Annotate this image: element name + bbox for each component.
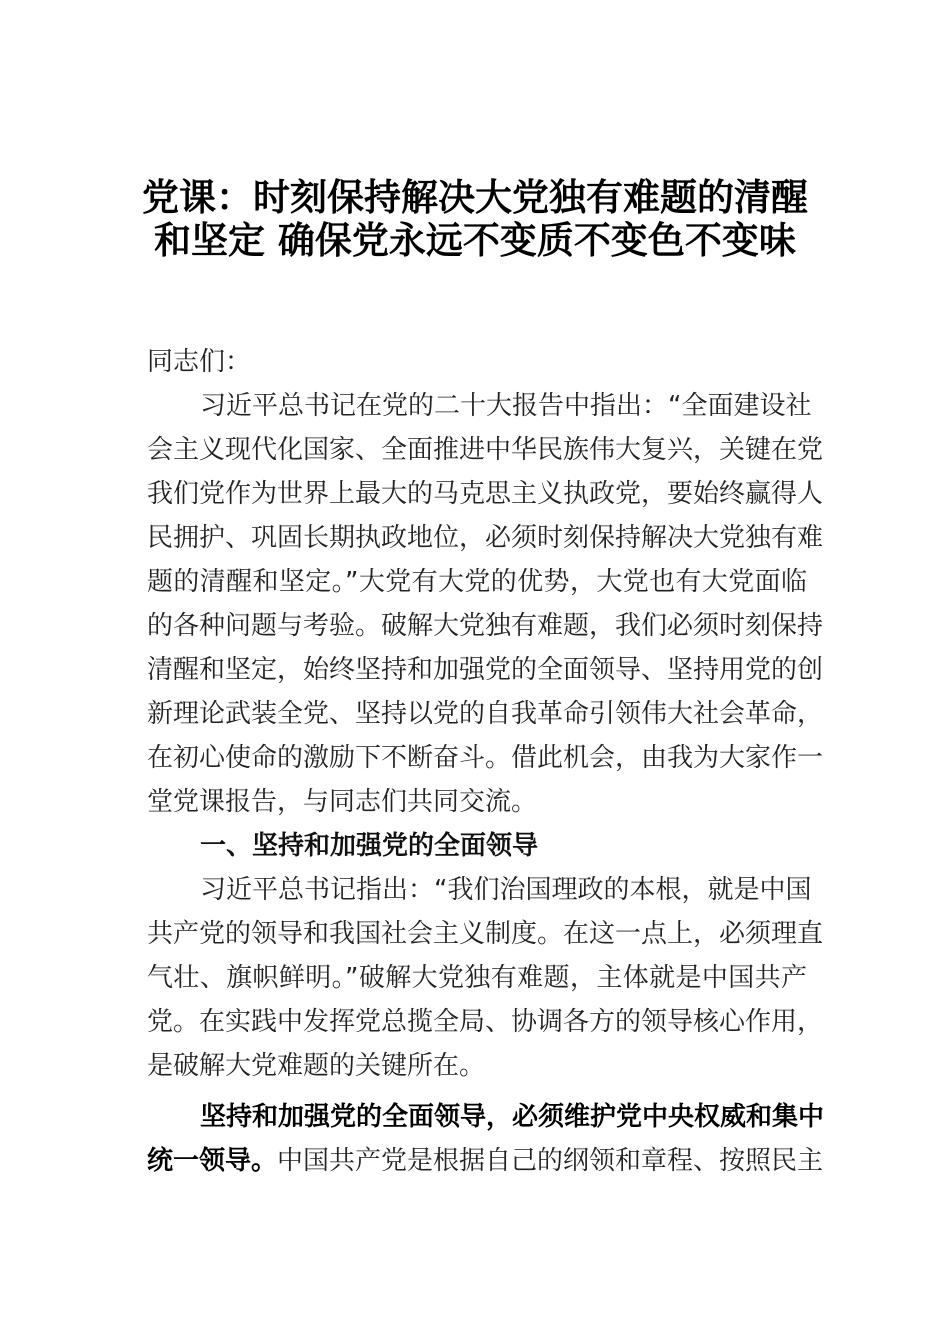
paragraph-line: 的各种问题与考验。破解大党独有难题，我们必须时刻保持	[147, 611, 824, 641]
paragraph-line: 气壮、旗帜鲜明。”破解大党独有难题，主体就是中国共产	[147, 963, 807, 993]
paragraph-1	[147, 384, 824, 824]
document-title-line-2: 和坚定 确保党永远不变质不变色不变味	[154, 218, 796, 262]
paragraph-line: 新理论武装全党、坚持以党的自我革命引领伟大社会革命，	[147, 699, 824, 729]
paragraph-line: 清醒和坚定，始终坚持和加强党的全面领导、坚持用党的创	[147, 655, 824, 685]
paragraph-line: 党。在实践中发挥党总揽全局、协调各方的领导核心作用，	[147, 1007, 824, 1037]
paragraph-line: 我们党作为世界上最大的马克思主义执政党，要始终赢得人	[147, 479, 824, 509]
paragraph-line: 堂党课报告，与同志们共同交流。	[147, 787, 538, 817]
bold-lead-text: 统一领导。	[147, 1146, 278, 1176]
paragraph-line: 民拥护、巩固长期执政地位，必须时刻保持解决大党独有难	[147, 523, 824, 553]
salutation: 同志们：	[147, 347, 252, 377]
paragraph-line-bold: 坚持和加强党的全面领导，必须维护党中央权威和集中	[200, 1102, 825, 1132]
paragraph-text: 中国共产党是根据自己的纲领和章程、按照民主	[277, 1146, 824, 1176]
paragraph-line: 共产党的领导和我国社会主义制度。在这一点上，必须理直	[147, 919, 824, 949]
paragraph-line: 在初心使命的激励下不断奋斗。借此机会，由我为大家作一	[147, 743, 824, 773]
section-heading-1: 一、坚持和加强党的全面领导	[200, 831, 539, 861]
paragraph-line: 题的清醒和坚定。”大党有大党的优势，大党也有大党面临	[147, 567, 807, 597]
paragraph-line: 是破解大党难题的关键所在。	[147, 1051, 486, 1081]
paragraph-line	[147, 1139, 824, 1183]
document-body	[147, 340, 825, 1183]
paragraph-line: 会主义现代化国家、全面推进中华民族伟大复兴，关键在党	[147, 435, 824, 465]
paragraph-3	[147, 1095, 825, 1183]
paragraph-line: 习近平总书记在党的二十大报告中指出：“全面建设社	[200, 391, 812, 421]
paragraph-2	[147, 868, 824, 1088]
document-title-line-1: 党课：时刻保持解决大党独有难题的清醒	[142, 175, 808, 219]
paragraph-line: 习近平总书记指出：“我们治国理政的本根，就是中国	[200, 875, 812, 905]
